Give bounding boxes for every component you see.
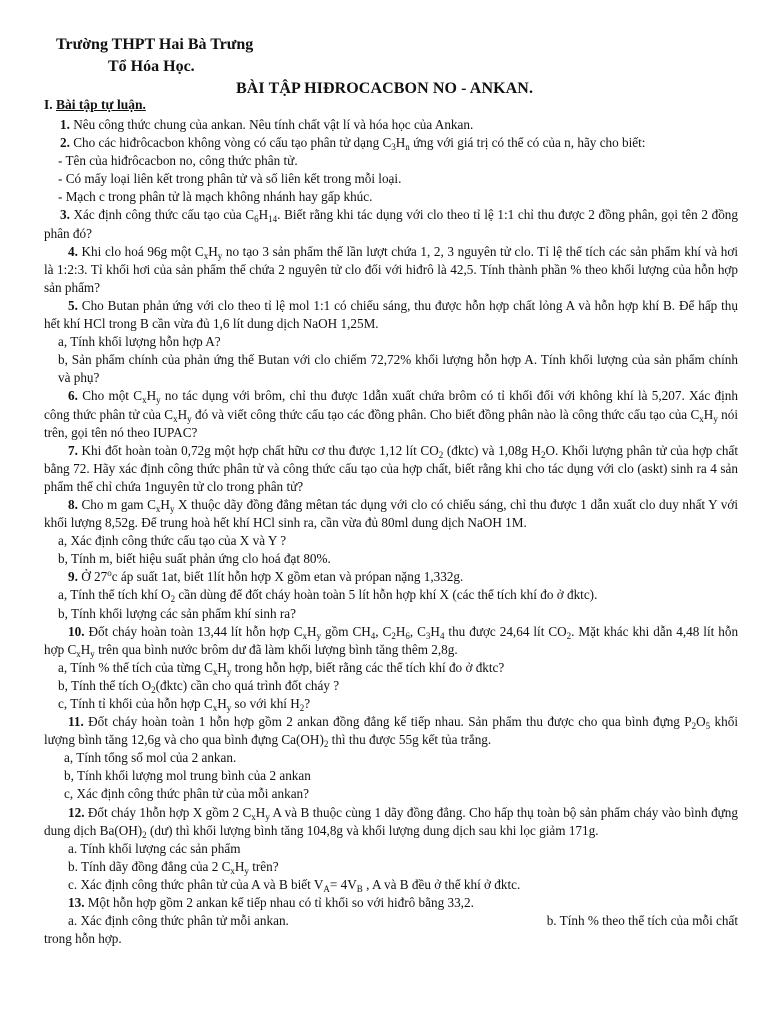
exercise-8-item: b, Tính m, biết hiệu suất phản ứng clo hoá đạt 80%.: [58, 551, 331, 567]
exercise-10-item: a, Tính % thể tích của từng $C_xH_y$ trong hỗn hợp, biết rằng các thể tích khí đo ở đktc?: [58, 659, 505, 677]
exercise-5: 5. Cho Butan phản ứng với clo theo tỉ lệ mol 1:1 có chiếu sáng, thu được hỗn hợp chất lỏng A và hỗn hợp khí B. Để hấp thụ hết khí HCl trong B cần vừa đủ 1,6 lít dung dịch NaOH 1,25M.: [44, 297, 738, 332]
exercise-9-item: b, Tính khối lượng các sản phẩm khí sinh ra?: [58, 605, 297, 621]
school-name: Trường THPT Hai Bà Trưng: [56, 36, 254, 53]
exercise-11-item: a, Tính tổng số mol của 2 ankan.: [64, 750, 237, 766]
section-label: Bài tập tự luận.: [56, 97, 146, 112]
exercise-13: 13. Một hỗn hợp gồm 2 ankan kế tiếp nhau có tỉ khối so với hiđrô bằng 33,2.: [68, 895, 474, 911]
exercise-11-item: b, Tính khối lượng mol trung bình của 2 ankan: [64, 768, 311, 784]
exercise-13-item: a. Xác định công thức phân tử mỗi ankan.: [68, 913, 289, 929]
exercise-5-item: b, Sản phẩm chính của phản ứng thế Butan với clo chiếm 72,72% khối lượng hỗn hợp A. Tính khối lượng của sản phẩm chính và phụ?: [58, 352, 738, 386]
exercise-3: 3. Xác định công thức cấu tạo của $C_6H_{14}$. Biết rằng khi tác dụng với clo theo tỉ lệ 1:1 chỉ thu được 2 đồng phân, gọi tên 2 đồng phân đó?: [44, 207, 738, 241]
exercise-13-item: b. Tính % theo thể tích của mỗi chất: [546, 913, 738, 929]
exercise-9-item: a, Tính thể tích khí $O_2$ cần dùng để đốt cháy hoàn toàn 5 lít hỗn hợp khí X (các thể tích khí đo ở đktc).: [58, 587, 598, 605]
exercise-6: 6. Cho một $C_xH_y$ no tác dụng với brôm, chỉ thu được 1dẫn xuất chứa brôm có tỉ khối đối với không khí là 5,207. Xác định công thức phân tử của $C_xH_y$ đó và viết công thức cấu tạo các đồng phân. Cho biết đồng phân nào là công thức cấu tạo của $C_xH_y$ nói trên, gọi tên nó theo IUPAC?: [44, 388, 738, 440]
document-title: BÀI TẬP HIĐROCACBON NO - ANKAN.: [236, 80, 534, 97]
exercise-1: 1. Nêu công thức chung của ankan. Nêu tính chất vật lí và hóa học của Ankan.: [60, 117, 474, 132]
exercise-10-item: b, Tính thể tích $O_2(đktc)$ cần cho quá trình đốt cháy ?: [58, 677, 340, 695]
exercise-12: 12. Đốt cháy 1hỗn hợp X gồm 2 $C_xH_y$ A và B thuộc cùng 1 dãy đồng đẳng. Cho hấp thụ toàn bộ sản phẩm cháy vào bình đựng dung dịch $Ba(OH)_2$ (dư) thì khối lượng bình tăng 104,8g và khối lượng dung dịch sau khi lọc giảm 171g.: [44, 804, 738, 840]
exercise-13-item: trong hỗn hợp.: [44, 931, 122, 947]
exercise-5-item: a, Tính khối lượng hỗn hợp A?: [58, 334, 221, 350]
exercise-12-item: b. Tính dãy đồng đẳng của 2 $C_xH_y$ trên?: [68, 858, 279, 876]
section-prefix: I.: [44, 97, 53, 112]
exercise-2: 2. Cho các hiđrôcacbon không vòng có cấu tạo phân tử dạng $C_3H_n$ ứng với giá trị có thể có của n, hãy cho biết:: [60, 135, 646, 153]
exercise-9: 9. Ở 27$^o$c áp suất 1at, biết 1lít hỗn hợp X gồm etan và própan nặng 1,332g.: [68, 568, 464, 585]
department-name: Tổ Hóa Học.: [108, 58, 195, 75]
exercise-2-item: - Mạch c trong phân tử là mạch không nhánh hay gấp khúc.: [58, 189, 373, 205]
exercise-7: 7. Khi đốt hoàn toàn 0,72g một hợp chất hữu cơ thu được 1,12 lít $CO_2$ (đktc) và 1,08g $H_2O$. Khối lượng phân tử của hợp chất bằng 72. Hãy xác định công thức phân tử và công thức cấu tạo của hợp chất, biết rằng khi cho tác dụng với clo (askt) sinh ra 4 sản phẩm thế chỉ chứa 1nguyên tử clo trong phân tử?: [44, 442, 738, 494]
exercise-12-item: c. Xác định công thức phân tử của A và B biết $V_A= 4V_B$ , A và B đều ở thể khí ở đktc.: [68, 876, 521, 894]
section-heading: [44, 97, 146, 113]
exercise-10: 10. Đốt cháy hoàn toàn 13,44 lít hỗn hợp $C_xH_y$ gồm $CH_4$, $C_2H_6$, $C_3H_4$ thu được 24,64 lít $CO_2$. Mặt khác khi dẫn 4,48 lít hỗn hợp $C_xH_y$ trên qua bình nước brôm dư đã làm khối lượng bình tăng thêm 2,8g.: [44, 623, 739, 659]
exercise-8: 8. Cho m gam $C_xH_y$ X thuộc dãy đồng đẳng mêtan tác dụng với clo có chiếu sáng, chỉ thu được 1 dẫn xuất clo duy nhất Y với khối lượng 8,52g. Để trung hoà hết khí HCl sinh ra, cần vừa đủ 80ml dung dịch NaOH 1M.: [44, 496, 738, 531]
exercise-8-item: a, Xác định công thức cấu tạo của X và Y ?: [58, 533, 287, 549]
exercise-11: 11. Đốt cháy hoàn toàn 1 hỗn hợp gồm 2 ankan đồng đẳng kế tiếp nhau. Sản phẩm thu được cho qua bình đựng $P_2O_5$ khối lượng bình tăng 12,6g và cho qua bình đựng $Ca(OH)_2$ thì thu được 55g kết tủa trắng.: [44, 714, 739, 750]
exercise-2-item: - Có mấy loại liên kết trong phân tử và số liên kết trong mỗi loại.: [58, 171, 402, 187]
exercise-13-items: [44, 912, 738, 930]
exercise-12-item: a. Tính khối lượng các sản phẩm: [68, 840, 241, 856]
exercise-4: 4. Khi clo hoá 96g một $C_xH_y$ no tạo 3 sản phẩm thế lần lượt chứa 1, 2, 3 nguyên tử clo. Tỉ lệ thể tích các sản phẩm khí và hơi là 1:2:3. Tỉ khối hơi của sản phẩm thế chứa 2 nguyên tử clo đối với hiđrô là 42,5. Tính thành phần % theo khối lượng của hỗn hợp sản phẩm?: [44, 243, 739, 295]
exercise-2-item: - Tên của hiđrôcacbon no, công thức phân tử.: [58, 153, 298, 169]
exercise-list: [44, 116, 738, 948]
exercise-10-item: c, Tính tỉ khối của hỗn hợp $C_xH_y$ so với khí $H_2$?: [58, 696, 311, 713]
exercise-11-item: c, Xác định công thức phân tử của mỗi ankan?: [64, 786, 309, 802]
